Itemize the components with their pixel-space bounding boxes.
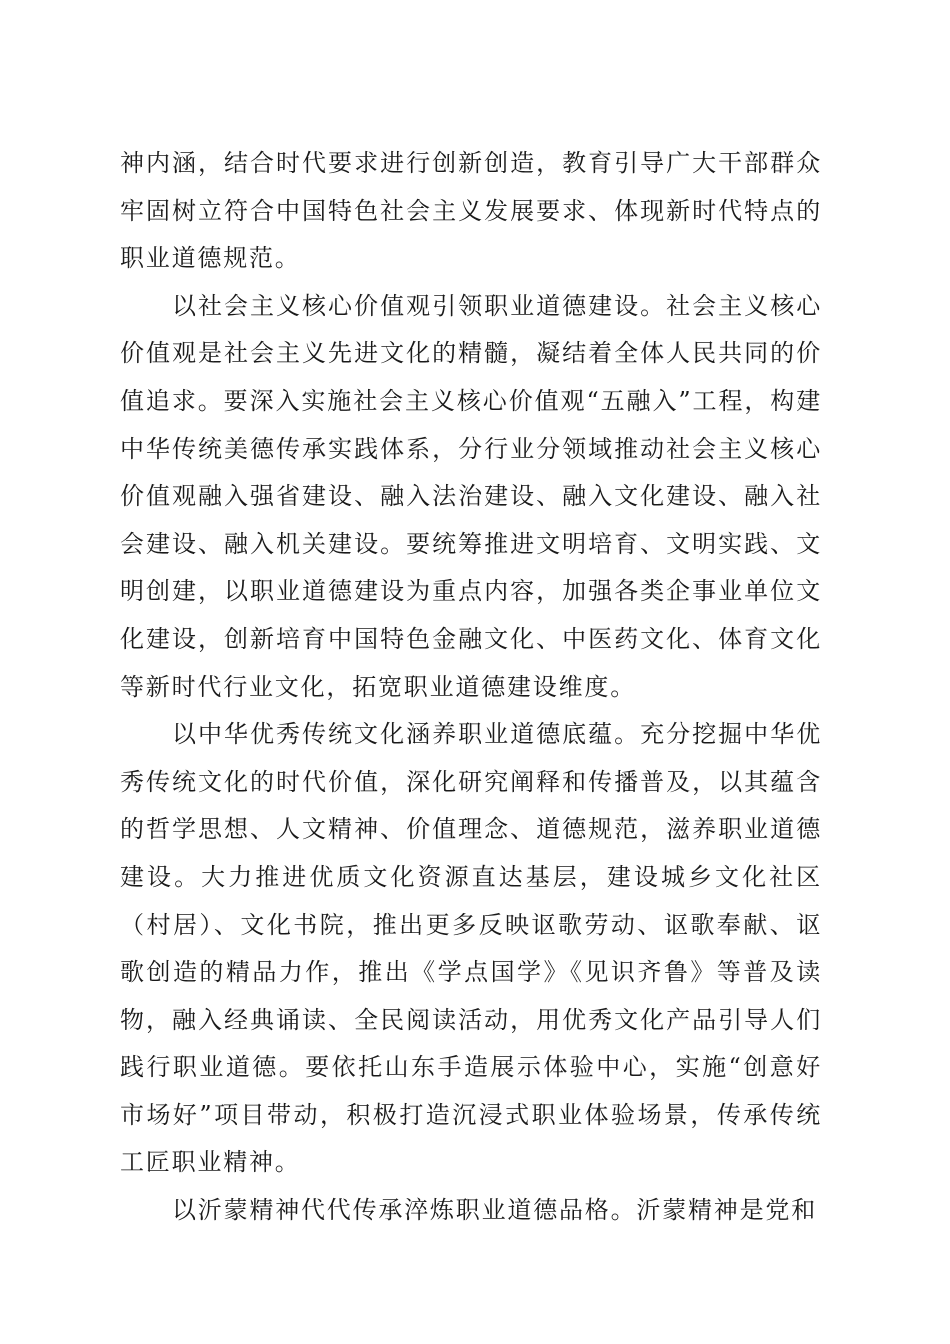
paragraph-yimeng-spirit: 以沂蒙精神代代传承淬炼职业道德品格。沂蒙精神是党和	[172, 1196, 817, 1225]
paragraph-core-values: 以社会主义核心价值观引领职业道德建设。社会主义核心价值观是社会主义先进文化的精髓，凝结着全体人民共同的价值追求。要深入实施社会主义核心价值观“五融入”工程，构建中华传统美德传承实践体系，分行业分领域推动社会主义核心价值观融入强省建设、融入法治建设、融入文化建设、融入社会建设、融入机关建设。要统筹推进文明培育、文明实践、文明创建，以职业道德建设为重点内容，加强各类企事业单位文化建设，创新培育中国特色金融文化、中医药文化、体育文化等新时代行业文化，拓宽职业道德建设维度。	[120, 291, 822, 701]
paragraph-continued: 神内涵，结合时代要求进行创新创造，教育引导广大干部群众牢固树立符合中国特色社会主义发展要求、体现新时代特点的职业道德规范。	[120, 149, 822, 273]
paragraph-traditional-culture: 以中华优秀传统文化涵养职业道德底蕴。充分挖掘中华优秀传统文化的时代价值，深化研究阐释和传播普及，以其蕴含的哲学思想、人文精神、价值理念、道德规范，滋养职业道德建设。大力推进优质文化资源直达基层，建设城乡文化社区（村居）、文化书院，推出更多反映讴歌劳动、讴歌奉献、讴歌创造的精品力作，推出《学点国学》《见识齐鲁》等普及读物，融入经典诵读、全民阅读活动，用优秀文化产品引导人们践行职业道德。要依托山东手造展示体验中心，实施“创意好市场好”项目带动，积极打造沉浸式职业体验场景，传承传统工匠职业精神。	[120, 720, 822, 1177]
document-page	[120, 140, 822, 1235]
